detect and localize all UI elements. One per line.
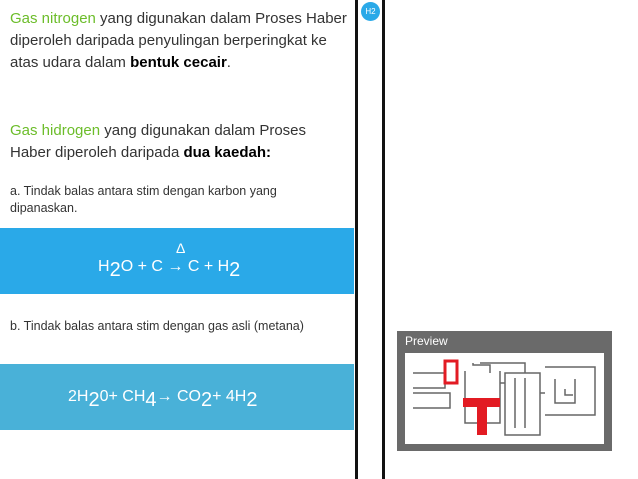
nitrogen-paragraph <box>10 8 350 74</box>
method-a-text: a. Tindak balas antara stim dengan karbon yang dipanaskan. <box>10 184 277 215</box>
preview-window[interactable] <box>397 331 612 451</box>
equation-1-band <box>0 228 354 294</box>
nitrogen-end: . <box>226 54 231 71</box>
hydrogen-paragraph <box>10 120 350 164</box>
hydrogen-bold: dua kaedah: <box>183 144 271 161</box>
h2-molecule-icon: H2 <box>361 2 380 21</box>
plant-diagram-icon <box>405 353 604 444</box>
method-b-text: b. Tindak balas antara stim dengan gas asli (metana) <box>10 319 304 333</box>
pipe-line-left <box>355 0 358 479</box>
delta-symbol: Δ <box>176 240 186 256</box>
preview-thumbnail[interactable] <box>405 353 604 444</box>
highlight-box-icon <box>445 361 457 383</box>
equation-2: $2H_20+ CH_4\to CO_2+ 4H_2$ <box>68 388 258 411</box>
preview-title: Preview <box>405 334 448 348</box>
nitrogen-highlight: Gas nitrogen <box>10 10 96 27</box>
hydrogen-text: yang digunakan dalam Proses Haber diperoleh daripada <box>10 122 307 161</box>
equation-1: $H_2O + C \to C + H_2$ <box>98 258 241 281</box>
pipe-line-right <box>382 0 385 479</box>
equation-2-band <box>0 364 354 430</box>
hydrogen-highlight: Gas hidrogen <box>10 122 101 139</box>
nitrogen-text: yang digunakan dalam Proses Haber diperoleh daripada penyulingan berperingkat ke atas udara dalam <box>10 10 347 71</box>
nitrogen-bold: bentuk cecair <box>130 54 227 71</box>
reactor-highlight-icon <box>463 398 500 435</box>
